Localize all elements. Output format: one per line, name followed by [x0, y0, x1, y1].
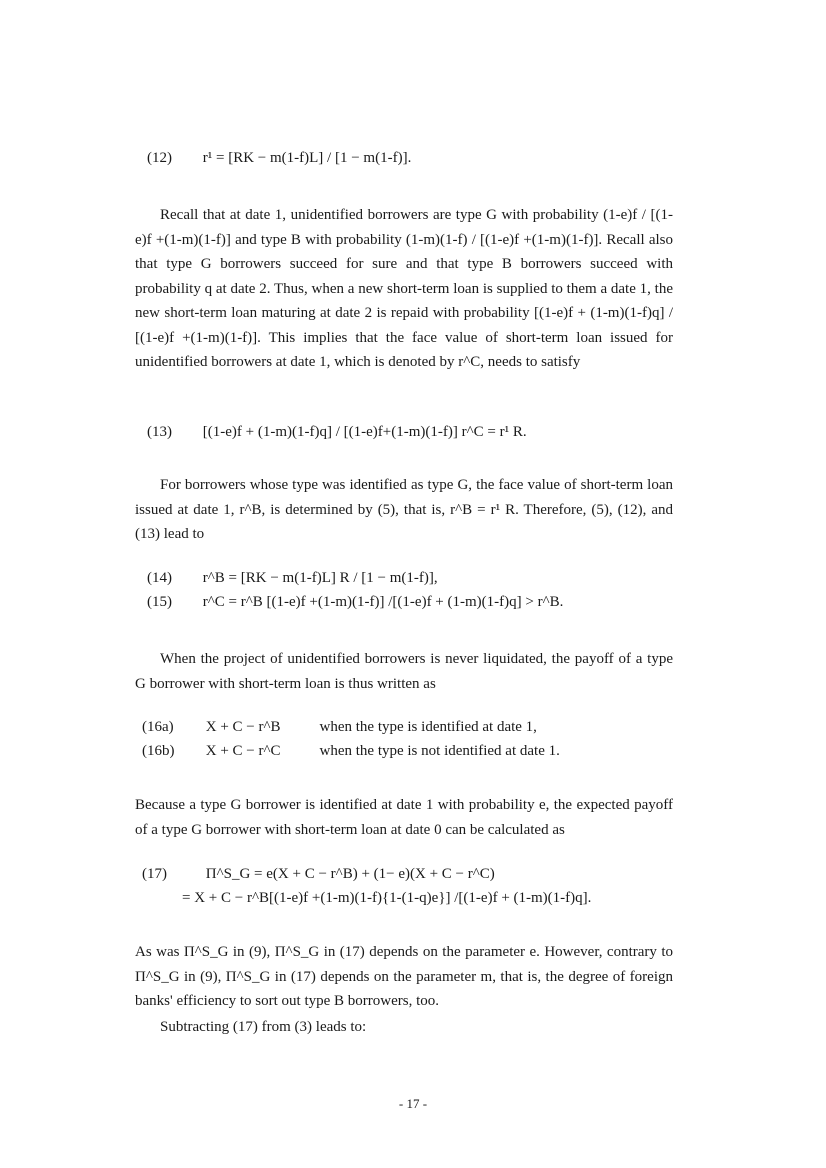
equation-17 — [142, 866, 495, 883]
equation-body: X + C − r^C — [205, 743, 281, 759]
paragraph-subtracting: Subtracting (17) from (3) leads to: — [160, 1019, 367, 1035]
equation-condition: when the type is identified at date 1, — [319, 719, 537, 735]
equation-14 — [147, 570, 438, 587]
equation-16a — [142, 719, 537, 736]
equation-body: r^B = [RK − m(1-f)L] R / [1 − m(1-f)], — [202, 570, 438, 586]
equation-number: (12) — [147, 150, 172, 166]
equation-body: [(1-e)f + (1-m)(1-f)q] / [(1-e)f+(1-m)(1-f)] r^C = r¹ R. — [202, 424, 527, 440]
paragraph-identified-borrowers: For borrowers whose type was identified as type G, the face value of short-term loan issued at date 1, r^B, is determined by (5), that is, r^B = r¹ R. Therefore, (5), (12), and (13) lead to — [135, 477, 673, 542]
equation-line-2: = X + C − r^B[(1-e)f +(1-m)(1-f){1-(1-q)e}] /[(1-e)f + (1-m)(1-f)q]. — [182, 890, 592, 906]
equation-body: X + C − r^B — [205, 719, 281, 735]
equation-number: (13) — [147, 424, 172, 440]
equation-number: (14) — [147, 570, 172, 586]
equation-17-continued — [182, 890, 591, 907]
equation-number: (17) — [142, 866, 167, 882]
equation-15 — [147, 594, 563, 611]
paragraph-unidentified-borrowers: Recall that at date 1, unidentified borrowers are type G with probability (1-e)f / [(1-e)f +(1-m)(1-f)] and type B with probability (1-m)(1-f) / [(1-e)f +(1-m)(1-f)]. Recall also that type G borrowers succeed for sure and that type B borrowers succeed with probability q at date 2. Thus, when a new short-term loan is supplied to them a date 1, the new short-term loan maturing at date 2 is repaid with probability [(1-e)f + (1-m)(1-f)q] / [(1-e)f +(1-m)(1-f)]. This implies that the face value of short-term loan issued for unidentified borrowers at date 1, which is denoted by r^C, needs to satisfy — [135, 207, 673, 370]
equation-12 — [147, 150, 411, 167]
equation-body: r^C = r^B [(1-e)f +(1-m)(1-f)] /[(1-e)f + (1-m)(1-f)q] > r^B. — [202, 594, 564, 610]
equation-condition: when the type is not identified at date 1. — [319, 743, 560, 759]
page-number: - 17 - — [398, 1096, 428, 1111]
equation-number: (16b) — [142, 743, 175, 759]
equation-body: r¹ = [RK − m(1-f)L] / [1 − m(1-f)]. — [202, 150, 412, 166]
equation-13 — [147, 424, 527, 441]
equation-16b — [142, 743, 560, 760]
equation-number: (15) — [147, 594, 172, 610]
paragraph-parameter-dependence: As was Π^S_G in (9), Π^S_G in (17) depends on the parameter e. However, contrary to Π^S_G in (9), Π^S_G in (17) depends on the parameter m, that is, the degree of foreign banks' efficiency to sort out type B borrowers, too. — [135, 944, 673, 1009]
paragraph-payoff-type-g: When the project of unidentified borrowers is never liquidated, the payoff of a type G borrower with short-term loan is thus written as — [135, 651, 673, 692]
equation-line-1: Π^S_G = e(X + C − r^B) + (1− e)(X + C − r^C) — [205, 866, 495, 882]
equation-number: (16a) — [142, 719, 174, 735]
paragraph-expected-payoff: Because a type G borrower is identified at date 1 with probability e, the expected payoff of a type G borrower with short-term loan at date 0 can be calculated as — [135, 797, 673, 838]
